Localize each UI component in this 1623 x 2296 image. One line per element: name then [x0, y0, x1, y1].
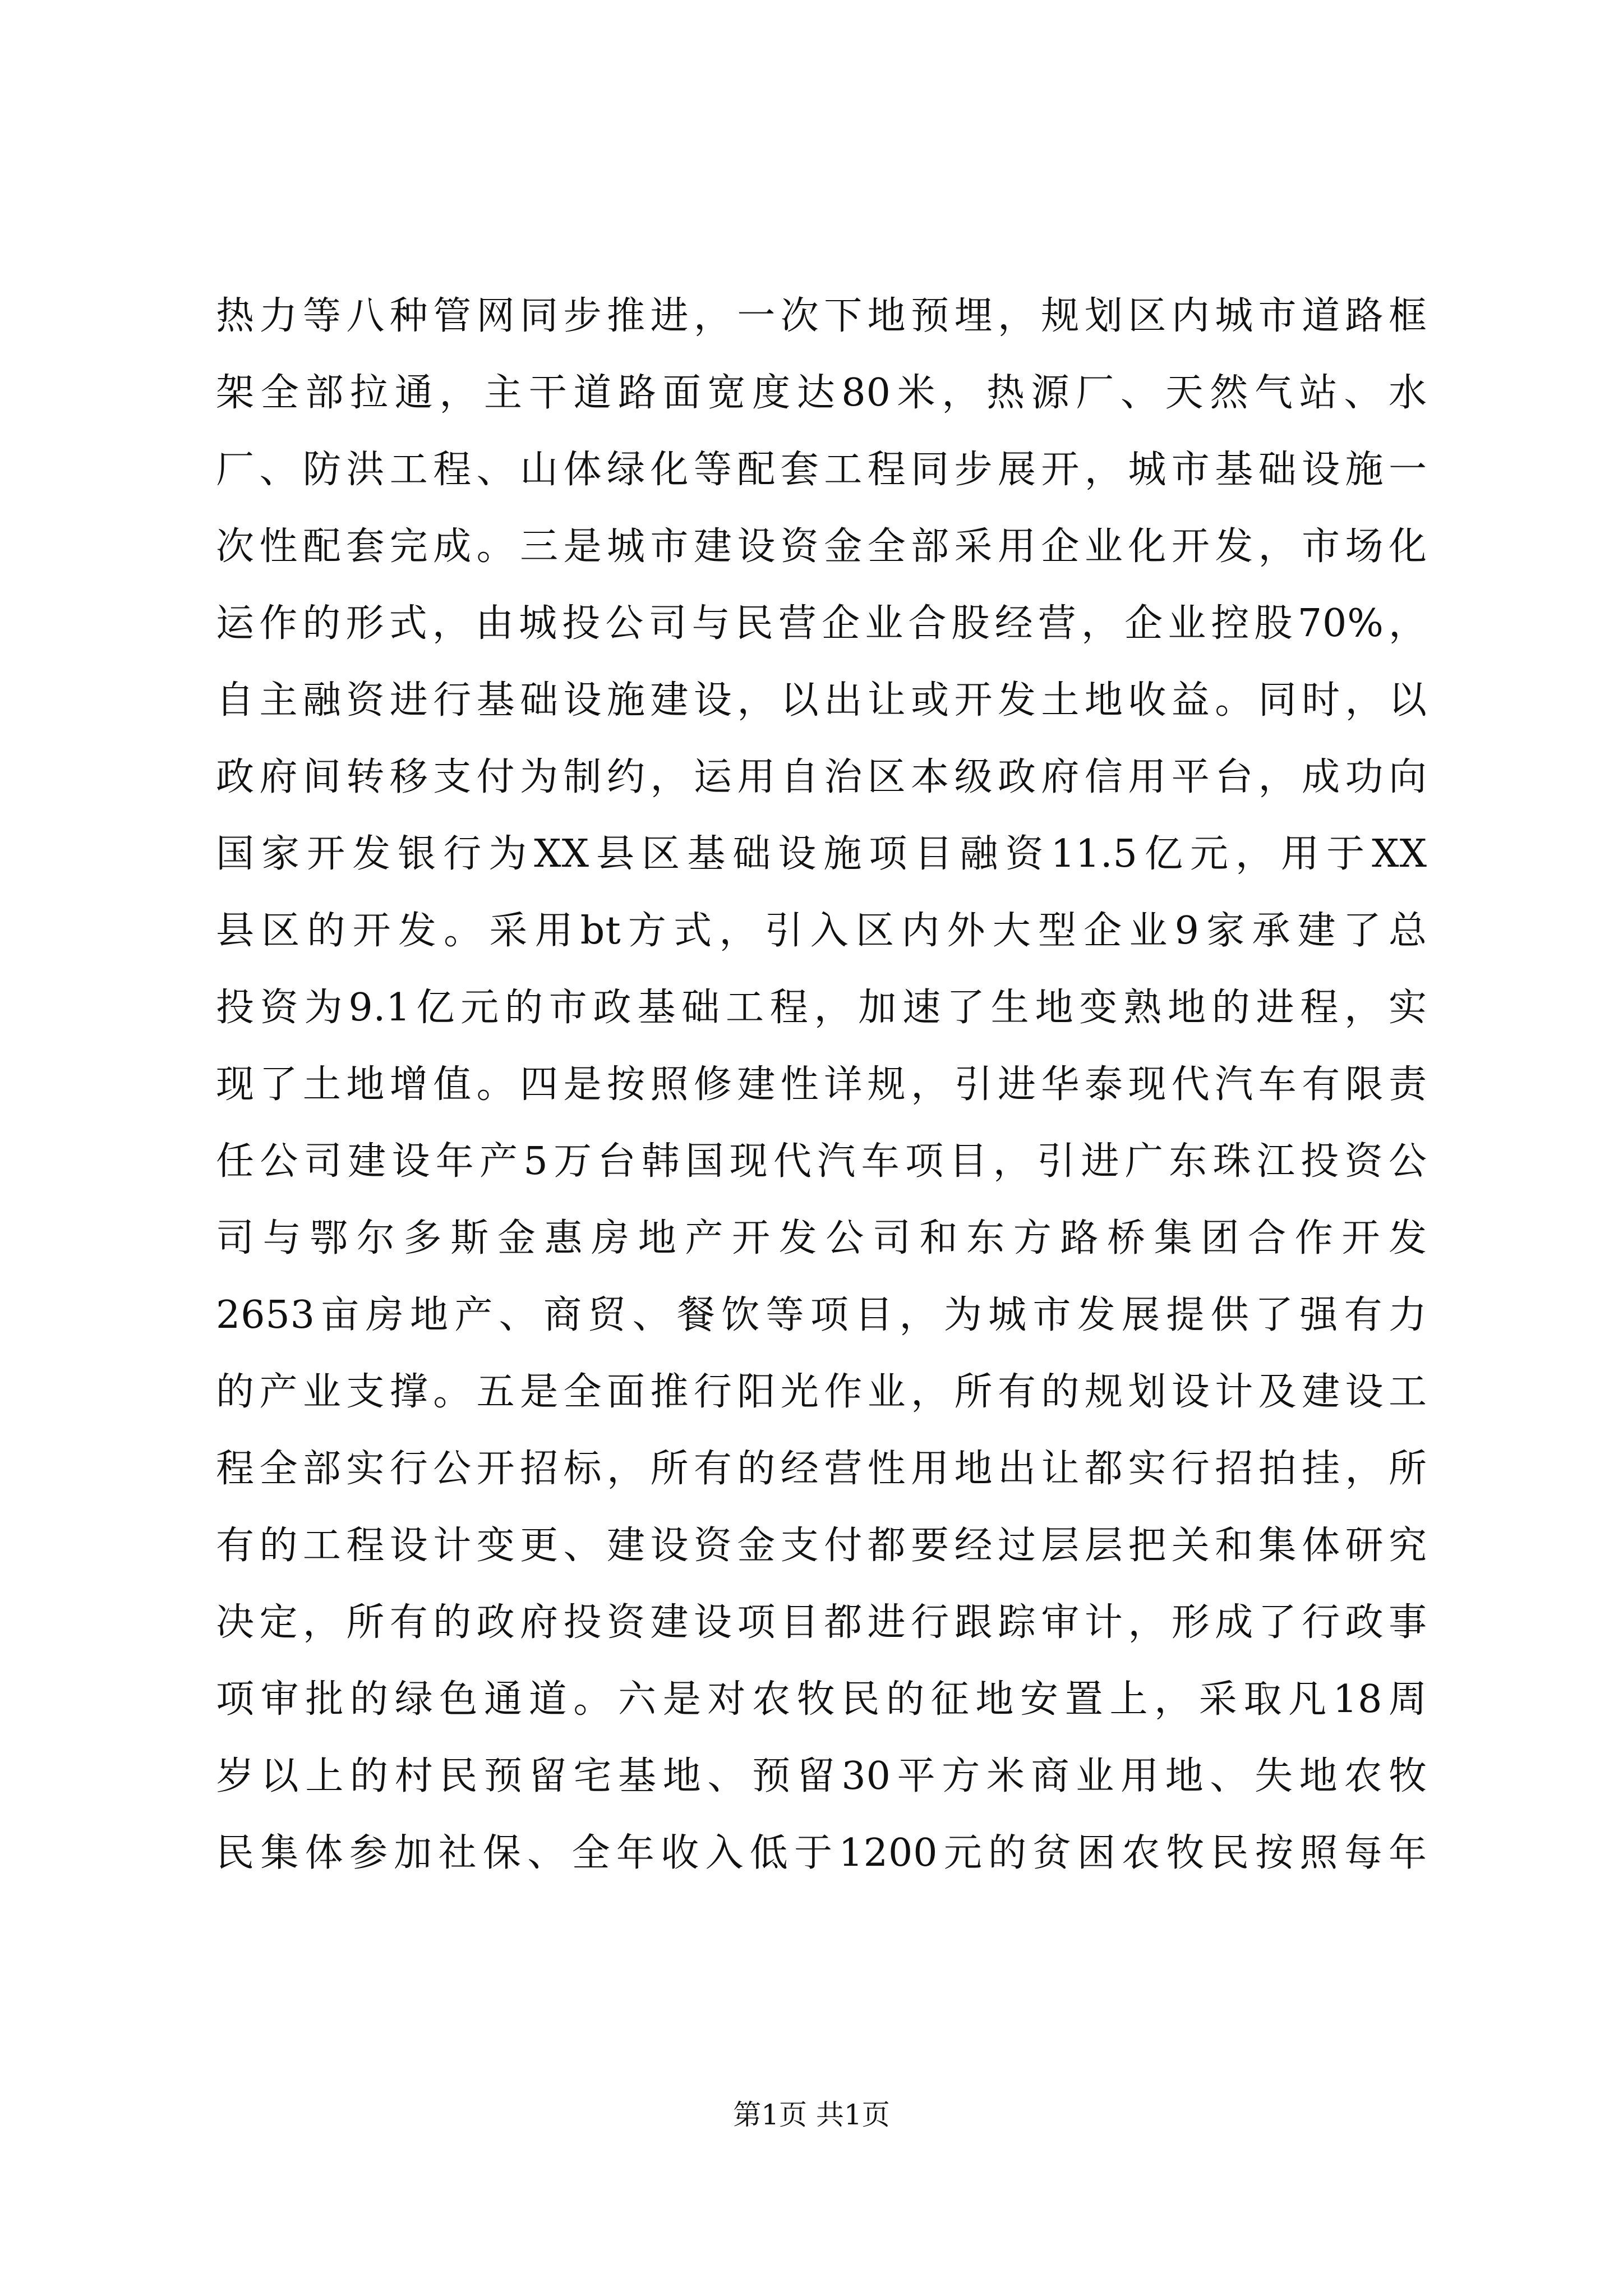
text-line: 任公司建设年产5万台韩国现代汽车项目，引进广东珠江投资公 [216, 1139, 1427, 1184]
text-line: 政府间转移支付为制约，运用自治区本级政府信用平台，成功向 [216, 755, 1427, 799]
text-line: 厂、防洪工程、山体绿化等配套工程同步展开，城市基础设施一 [216, 448, 1427, 492]
text-line: 县区的开发。采用bt方式，引入区内外大型企业9家承建了总 [216, 909, 1427, 953]
text-line: 司与鄂尔多斯金惠房地产开发公司和东方路桥集团合作开发 [216, 1216, 1427, 1260]
text-line: 国家开发银行为XX县区基础设施项目融资11.5亿元，用于XX [216, 832, 1427, 876]
text-line: 2653亩房地产、商贸、餐饮等项目，为城市发展提供了强有力 [216, 1293, 1427, 1337]
text-line: 热力等八种管网同步推进，一次下地预埋，规划区内城市道路框 [216, 294, 1427, 338]
text-line: 架全部拉通，主干道路面宽度达80米，热源厂、天然气站、水 [216, 371, 1427, 415]
text-line: 项审批的绿色通道。六是对农牧民的征地安置上，采取凡18周 [216, 1677, 1427, 1722]
text-line: 有的工程设计变更、建设资金支付都要经过层层把关和集体研究 [216, 1524, 1427, 1568]
text-line: 次性配套完成。三是城市建设资金全部采用企业化开发，市场化 [216, 524, 1427, 569]
text-line: 投资为9.1亿元的市政基础工程，加速了生地变熟地的进程，实 [216, 986, 1427, 1030]
text-line: 的产业支撑。五是全面推行阳光作业，所有的规划设计及建设工 [216, 1370, 1427, 1414]
text-line: 民集体参加社保、全年收入低于1200元的贫困农牧民按照每年 [216, 1831, 1427, 1875]
text-line: 自主融资进行基础设施建设，以出让或开发土地收益。同时，以 [216, 678, 1427, 723]
text-line: 程全部实行公开招标，所有的经营性用地出让都实行招拍挂，所 [216, 1447, 1427, 1491]
text-line: 决定，所有的政府投资建设项目都进行跟踪审计，形成了行政事 [216, 1600, 1427, 1645]
text-line: 现了土地增值。四是按照修建性详规，引进华泰现代汽车有限责 [216, 1062, 1427, 1107]
text-line: 岁以上的村民预留宅基地、预留30平方米商业用地、失地农牧 [216, 1754, 1427, 1798]
text-line: 运作的形式，由城投公司与民营企业合股经营，企业控股70%， [216, 601, 1427, 646]
page-footer: 第1页 共1页 [733, 2099, 890, 2131]
body-paragraph [216, 294, 1427, 1911]
